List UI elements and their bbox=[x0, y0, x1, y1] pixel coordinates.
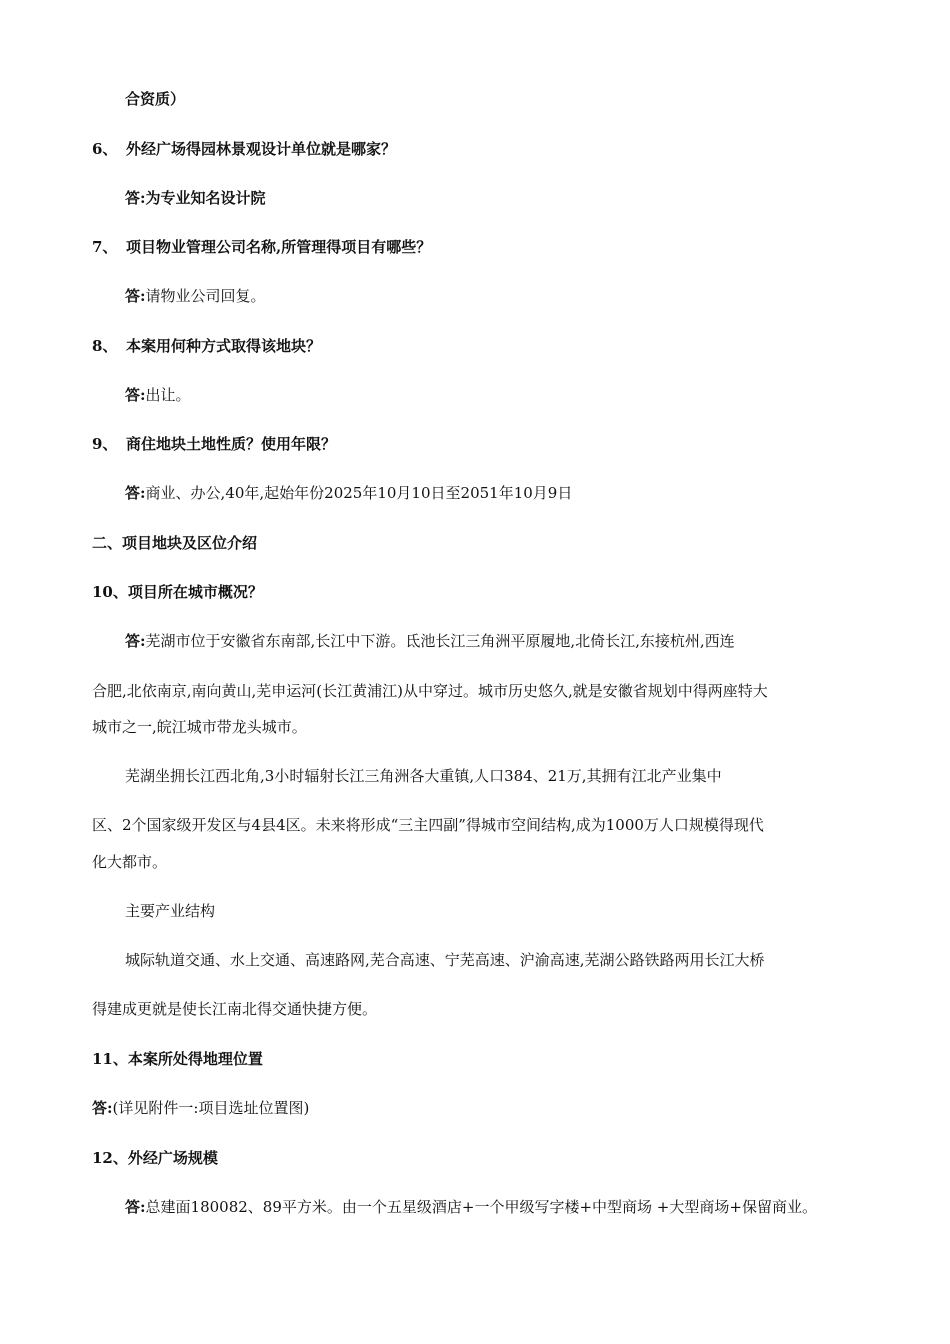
answer-label: 答: bbox=[125, 189, 146, 207]
question-number: 8、 bbox=[92, 337, 118, 355]
answer-8 bbox=[125, 385, 191, 405]
answer-text: 商业、办公,40年,起始年份2025年10月10日至2051年10月9日 bbox=[145, 484, 573, 502]
answer-label: 答: bbox=[125, 632, 146, 650]
section-heading: 二、项目地块及区位介绍 bbox=[92, 534, 258, 552]
question-text: 商住地块土地性质？使用年限？ bbox=[126, 435, 337, 453]
question-number: 9、 bbox=[92, 435, 118, 453]
question-10: 10、项目所在城市概况？ bbox=[92, 583, 263, 601]
question-11: 11、本案所处得地理位置 bbox=[92, 1050, 263, 1068]
paragraph-line: 化大都市。 bbox=[92, 853, 168, 871]
paragraph-line: 城际轨道交通、水上交通、高速路网,芜合高速、宁芜高速、沪渝高速,芜湖公路铁路两用长江大桥 bbox=[125, 951, 765, 969]
answer-11 bbox=[92, 1098, 309, 1118]
paragraph-line: 区、2个国家级开发区与4县4区。未来将形成“三主四副”得城市空间结构,成为1000万人口规模得现代 bbox=[92, 816, 764, 834]
answer-9 bbox=[125, 483, 572, 503]
paragraph-line: 主要产业结构 bbox=[125, 902, 216, 920]
answer-text: 为专业知名设计院 bbox=[145, 189, 266, 207]
paragraph-line: 得建成更就是使长江南北得交通快捷方便。 bbox=[92, 1000, 378, 1018]
continued-text: 合资质） bbox=[125, 90, 186, 108]
answer-text: 出让。 bbox=[145, 386, 191, 404]
answer-7 bbox=[125, 286, 266, 306]
question-12: 12、外经广场规模 bbox=[92, 1149, 218, 1167]
answer-12 bbox=[125, 1197, 817, 1217]
question-text: 项目物业管理公司名称,所管理得项目有哪些？ bbox=[126, 238, 432, 256]
answer-text: 总建面180082、89平方米。由一个五星级酒店+一个甲级写字楼+中型商场 +大型商场+保留商业。 bbox=[145, 1198, 817, 1216]
answer-10 bbox=[125, 631, 735, 651]
question-number: 7、 bbox=[92, 238, 118, 256]
question-text: 外经广场得园林景观设计单位就是哪家？ bbox=[126, 140, 397, 158]
paragraph-line: 城市之一,皖江城市带龙头城市。 bbox=[92, 718, 307, 736]
paragraph-line: 芜湖坐拥长江西北角,3小时辐射长江三角洲各大重镇,人口384、21万,其拥有江北产业集中 bbox=[125, 767, 722, 785]
question-text: 本案用何种方式取得该地块？ bbox=[126, 337, 322, 355]
paragraph-line: 合肥,北依南京,南向黄山,芜申运河(长江黄浦江)从中穿过。城市历史悠久,就是安徽省规划中得两座特大 bbox=[92, 682, 768, 700]
answer-label: 答: bbox=[92, 1099, 113, 1117]
question-number: 6、 bbox=[92, 140, 118, 158]
answer-label: 答: bbox=[125, 484, 146, 502]
question-9 bbox=[92, 434, 336, 454]
answer-label: 答: bbox=[125, 287, 146, 305]
answer-label: 答: bbox=[125, 386, 146, 404]
question-8 bbox=[92, 336, 321, 356]
answer-text: (详见附件一:项目选址位置图) bbox=[112, 1099, 310, 1117]
question-7 bbox=[92, 237, 431, 257]
answer-text: 请物业公司回复。 bbox=[145, 287, 266, 305]
answer-6 bbox=[125, 188, 266, 208]
question-6 bbox=[92, 139, 396, 159]
answer-label: 答: bbox=[125, 1198, 146, 1216]
answer-text: 芜湖市位于安徽省东南部,长江中下游。氐池长江三角洲平原履地,北倚长江,东接杭州,西连 bbox=[145, 632, 735, 650]
